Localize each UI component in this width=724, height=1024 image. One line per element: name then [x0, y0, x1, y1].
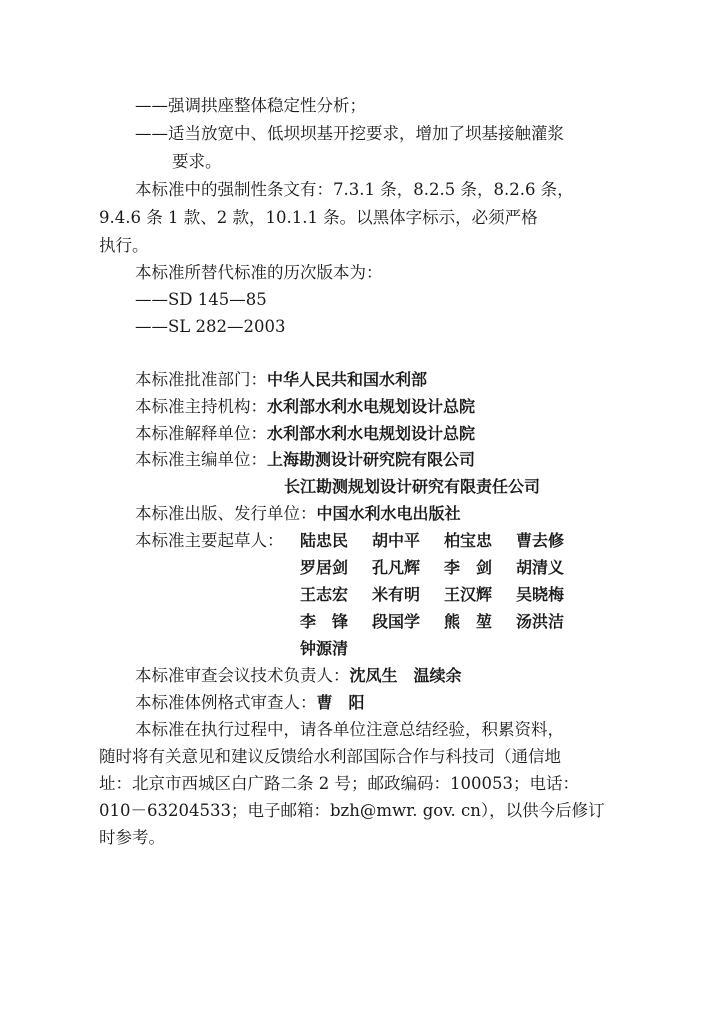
history-version-2: ——SL 282—2003 [135, 317, 286, 336]
editor-row [135, 449, 475, 471]
drafter-name: 陆忠民 [300, 531, 349, 550]
host-label: 本标准主持机构： [135, 397, 267, 416]
format-label: 本标准体例格式审查人： [135, 693, 317, 712]
editor-label: 本标准主编单位： [135, 450, 267, 469]
host-value: 水利部水利水电规划设计总院 [267, 397, 476, 416]
drafter-name: 李 剑 [444, 558, 493, 577]
drafter-name: 钟源清 [300, 639, 349, 658]
approval-label: 本标准批准部门： [135, 370, 267, 389]
drafters-row [300, 557, 588, 579]
review-label: 本标准审查会议技术负责人： [135, 666, 350, 685]
intro-line-2: ——适当放宽中、低坝坝基开挖要求，增加了坝基接触灌浆 [135, 124, 564, 143]
publisher-row [135, 503, 461, 525]
editor-value-2: 长江勘测规划设计研究有限责任公司 [284, 477, 541, 496]
drafter-name: 李 锋 [300, 612, 349, 631]
drafter-name: 胡清义 [516, 558, 565, 577]
interpret-label: 本标准解释单位： [135, 424, 267, 443]
feedback-line-4: 010－63204533；电子邮箱：bzh@mwr. gov. cn），以供今后修订 [99, 801, 605, 820]
feedback-line-1: 本标准在执行过程中，请各单位注意总结经验，积累资料， [135, 720, 564, 739]
history-version-1: ——SD 145—85 [135, 290, 267, 309]
drafter-name: 柏宝忠 [444, 531, 493, 550]
drafter-name: 熊 堃 [444, 612, 493, 631]
drafters-row [300, 638, 372, 660]
format-value: 曹 阳 [316, 693, 365, 712]
drafters-label: 本标准主要起草人： [135, 531, 284, 550]
drafter-name: 王志宏 [300, 585, 349, 604]
approval-row [135, 369, 427, 391]
format-row [135, 692, 365, 714]
mandatory-line-2: 9.4.6 条 1 款、2 款，10.1.1 条。以黑体字标示，必须严格 [99, 208, 538, 227]
host-row [135, 396, 475, 418]
history-heading: 本标准所替代标准的历次版本为： [135, 263, 383, 282]
drafters-row [300, 530, 588, 552]
interpret-row [135, 423, 475, 445]
editor-value-1: 上海勘测设计研究院有限公司 [267, 450, 476, 469]
interpret-value: 水利部水利水电规划设计总院 [267, 424, 476, 443]
approval-value: 中华人民共和国水利部 [267, 370, 428, 389]
drafter-name: 罗居剑 [300, 558, 349, 577]
mandatory-line-3: 执行。 [99, 236, 149, 255]
publisher-value: 中国水利水电出版社 [316, 504, 461, 523]
drafter-name: 段国学 [372, 612, 421, 631]
publisher-label: 本标准出版、发行单位： [135, 504, 317, 523]
review-value: 沈凤生 温续余 [349, 666, 462, 685]
mandatory-line-1: 本标准中的强制性条文有：7.3.1 条，8.2.5 条，8.2.6 条， [135, 180, 574, 199]
drafters-row [300, 611, 588, 633]
feedback-line-5: 时参考。 [99, 828, 165, 847]
drafters-row [300, 584, 588, 606]
drafter-name: 吴晓梅 [516, 585, 565, 604]
drafter-name: 王汉辉 [444, 585, 493, 604]
drafter-name: 孔凡辉 [372, 558, 421, 577]
feedback-line-2: 随时将有关意见和建议反馈给水利部国际合作与科技司（通信地 [99, 747, 561, 766]
feedback-line-3: 址：北京市西城区白广路二条 2 号；邮政编码：100053；电话： [99, 774, 579, 793]
intro-line-1: ——强调拱座整体稳定性分析； [135, 96, 366, 115]
review-row [135, 665, 462, 687]
drafter-name: 胡中平 [372, 531, 421, 550]
drafter-name: 米有明 [372, 585, 421, 604]
drafter-name: 汤洪洁 [516, 612, 565, 631]
intro-line-3: 要求。 [172, 152, 222, 171]
drafter-name: 曹去修 [516, 531, 565, 550]
